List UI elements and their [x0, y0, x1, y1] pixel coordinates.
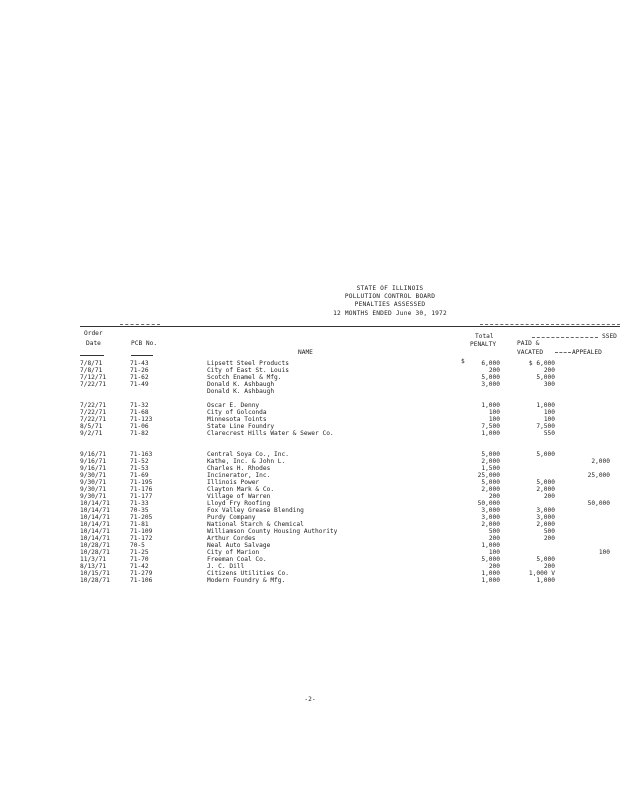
respondent-name: Lipsett Steel Products [207, 360, 289, 367]
paid-vacated: $ 6,000 [528, 360, 555, 367]
order-date: 10/28/71 [80, 542, 110, 549]
pcb-number: 71-32 [130, 402, 149, 409]
order-date: 7/22/71 [80, 381, 107, 388]
col-order-top: Order [84, 330, 103, 337]
total-penalty: 5,000 [481, 479, 500, 486]
order-date: 10/15/71 [80, 570, 110, 577]
total-penalty: 5,000 [481, 451, 500, 458]
total-penalty: 7,500 [481, 423, 500, 430]
pcb-number: 71-62 [130, 374, 149, 381]
total-penalty: 1,500 [481, 465, 500, 472]
col-appealed: APPEALED [572, 349, 602, 356]
respondent-name: City of Marion [207, 549, 260, 556]
order-date: 8/5/71 [80, 423, 103, 430]
paid-vacated: 5,000 [536, 556, 555, 563]
respondent-name: Donald K. Ashbaugh [207, 381, 275, 388]
total-penalty: 1,000 [481, 542, 500, 549]
respondent-name: City of Golconda [207, 409, 267, 416]
order-date: 7/22/71 [80, 416, 107, 423]
total-penalty: 6,000 [481, 360, 500, 367]
paid-vacated: 500 [543, 528, 555, 535]
table-row [0, 507, 621, 514]
table-row [0, 402, 621, 409]
paid-vacated: 3,000 [536, 514, 555, 521]
table-row [0, 423, 621, 430]
pcb-number: 71-26 [130, 367, 149, 374]
table-row [0, 528, 621, 535]
table-row [0, 535, 621, 542]
paid-vacated: 7,500 [536, 423, 555, 430]
respondent-name: Donald K. Ashbaugh [207, 388, 275, 395]
table-row [0, 458, 621, 465]
paid-vacated: 1,000 [536, 577, 555, 584]
order-date: 10/14/71 [80, 507, 110, 514]
respondent-name: Citizens Utilities Co. [207, 570, 289, 577]
table-row [0, 556, 621, 563]
total-penalty: 200 [488, 563, 500, 570]
col-name: NAME [298, 349, 313, 356]
table-row [0, 500, 621, 507]
pcb-number: 71-43 [130, 360, 149, 367]
order-date: 9/2/71 [80, 430, 103, 437]
order-date: 8/13/71 [80, 563, 107, 570]
respondent-name: City of East St. Louis [207, 367, 289, 374]
col-order-bottom: Date [86, 340, 101, 347]
respondent-name: Kathe, Inc. & John L. [207, 458, 286, 465]
order-date: 7/12/71 [80, 374, 107, 381]
table-row [0, 360, 621, 367]
table-row [0, 388, 621, 395]
pcb-number: 71-172 [130, 535, 153, 542]
respondent-name: Charles H. Rhodes [207, 465, 271, 472]
respondent-name: Central Soya Co., Inc. [207, 451, 289, 458]
appealed-amount: 25,000 [587, 472, 610, 479]
order-date: 7/22/71 [80, 409, 107, 416]
respondent-name: Neal Auto Salvage [207, 542, 271, 549]
heading-period: 12 MONTHS ENDED June 30, 1972 [333, 309, 447, 317]
respondent-name: Fox Valley Grease Blending [207, 507, 304, 514]
col-paid-bottom: VACATED [517, 349, 544, 356]
total-penalty: 2,000 [481, 486, 500, 493]
table-row [0, 465, 621, 472]
pcb-number: 71-109 [130, 528, 153, 535]
order-date: 10/28/71 [80, 577, 110, 584]
table-row [0, 521, 621, 528]
total-penalty: 3,000 [481, 514, 500, 521]
order-date: 7/8/71 [80, 367, 103, 374]
heading-board: POLLUTION CONTROL BOARD [344, 293, 436, 301]
paid-vacated: 3,000 [536, 507, 555, 514]
pcb-number: 71-06 [130, 423, 149, 430]
table-row [0, 472, 621, 479]
pcb-number: 71-53 [130, 465, 149, 472]
col-order-underline [80, 355, 104, 356]
order-date: 10/14/71 [80, 521, 110, 528]
respondent-name: Clarecrest Hills Water & Sewer Co. [207, 430, 334, 437]
paid-vacated: 550 [543, 430, 555, 437]
pcb-number: 71-33 [130, 500, 149, 507]
paid-vacated: 300 [543, 381, 555, 388]
order-date: 9/30/71 [80, 493, 107, 500]
heading-title: PENALTIES ASSESSED [354, 301, 426, 309]
total-penalty: 200 [488, 535, 500, 542]
col-appealed-dash [555, 352, 571, 353]
total-penalty: 1,000 [481, 430, 500, 437]
pcb-number: 71-52 [130, 458, 149, 465]
appealed-amount: 2,000 [591, 458, 610, 465]
pcb-number: 71-195 [130, 479, 153, 486]
total-penalty: 1,000 [481, 577, 500, 584]
paid-vacated: 1,000 [536, 402, 555, 409]
respondent-name: Modern Foundry & Mfg. [207, 577, 286, 584]
respondent-name: Freeman Coal Co. [207, 556, 267, 563]
header-top-rule [80, 326, 620, 327]
respondent-name: Minnesota Toints [207, 416, 267, 423]
table-row [0, 570, 621, 577]
heading-state: STATE OF ILLINOIS [356, 285, 424, 292]
order-date: 9/30/71 [80, 472, 107, 479]
total-penalty: 5,000 [481, 374, 500, 381]
respondent-name: Lloyd Fry Roofing [207, 500, 271, 507]
pcb-number: 71-82 [130, 430, 149, 437]
table-row [0, 367, 621, 374]
order-date: 7/8/71 [80, 360, 103, 367]
col-ssed: SSED [602, 333, 617, 340]
total-penalty: 100 [488, 416, 500, 423]
respondent-name: Williamson County Housing Authority [207, 528, 338, 535]
order-date: 11/3/71 [80, 556, 107, 563]
respondent-name: Village of Warren [207, 493, 271, 500]
table-row [0, 409, 621, 416]
table-row [0, 486, 621, 493]
total-penalty: 2,000 [481, 458, 500, 465]
order-date: 10/28/71 [80, 549, 110, 556]
pcb-number: 71-69 [130, 472, 149, 479]
total-penalty: 3,000 [481, 507, 500, 514]
respondent-name: Scotch Enamel & Mfg. [207, 374, 282, 381]
respondent-name: Clayton Mark & Co. [207, 486, 275, 493]
respondent-name: State Line Foundry [207, 423, 275, 430]
respondent-name: J. C. Dill [207, 563, 245, 570]
total-penalty: 5,000 [481, 556, 500, 563]
paid-vacated: 5,000 [536, 479, 555, 486]
respondent-name: Illinois Power [207, 479, 260, 486]
respondent-name: Incinerator, Inc. [207, 472, 271, 479]
table-row [0, 430, 621, 437]
total-penalty: 500 [488, 528, 500, 535]
total-penalty: 3,000 [481, 381, 500, 388]
order-date: 9/16/71 [80, 458, 107, 465]
pcb-number: 70-35 [130, 507, 149, 514]
col-total-top: Total [475, 333, 494, 340]
paid-vacated: 5,000 [536, 374, 555, 381]
table-row [0, 542, 621, 549]
header-top-dash-right [480, 324, 620, 325]
respondent-name: Oscar E. Denny [207, 402, 260, 409]
respondent-name: National Starch & Chemical [207, 521, 304, 528]
col-paid-dash [532, 337, 598, 338]
paid-vacated: 200 [543, 493, 555, 500]
report-heading [300, 285, 480, 318]
table-row [0, 451, 621, 458]
appealed-amount: 50,000 [587, 500, 610, 507]
pcb-number: 71-106 [130, 577, 153, 584]
table-row [0, 577, 621, 584]
col-total-bottom: PENALTY [470, 341, 497, 348]
respondent-name: Purdy Company [207, 514, 256, 521]
paid-vacated: 200 [543, 367, 555, 374]
total-penalty: 1,000 [481, 570, 500, 577]
total-penalty: 2,000 [481, 521, 500, 528]
pcb-number: 71-25 [130, 549, 149, 556]
order-date: 9/30/71 [80, 486, 107, 493]
order-date: 9/16/71 [80, 451, 107, 458]
pcb-number: 71-123 [130, 416, 153, 423]
pcb-number: 71-68 [130, 409, 149, 416]
pcb-number: 71-42 [130, 563, 149, 570]
table-row [0, 374, 621, 381]
total-penalty: 100 [488, 549, 500, 556]
order-date: 10/14/71 [80, 535, 110, 542]
order-date: 9/30/71 [80, 479, 107, 486]
paid-vacated: 200 [543, 563, 555, 570]
respondent-name: Arthur Cordes [207, 535, 256, 542]
table-row [0, 479, 621, 486]
pcb-number: 71-70 [130, 556, 149, 563]
total-penalty: 1,000 [481, 402, 500, 409]
pcb-number: 71-177 [130, 493, 153, 500]
appealed-amount: 100 [598, 549, 610, 556]
total-penalty: 50,000 [477, 500, 500, 507]
pcb-number: 71-205 [130, 514, 153, 521]
order-date: 10/14/71 [80, 500, 110, 507]
order-date: 10/14/71 [80, 528, 110, 535]
table-row [0, 563, 621, 570]
paid-vacated: 100 [543, 416, 555, 423]
pcb-number: 71-176 [130, 486, 153, 493]
table-row [0, 444, 621, 451]
total-penalty: 200 [488, 493, 500, 500]
col-paid-top: PAID & [517, 340, 540, 347]
table-row [0, 514, 621, 521]
pcb-number: 71-81 [130, 521, 149, 528]
col-pcb-underline [131, 355, 153, 356]
page-number: -2- [304, 696, 316, 703]
total-penalty: 100 [488, 409, 500, 416]
total-penalty: 200 [488, 367, 500, 374]
paid-vacated: 5,000 [536, 451, 555, 458]
pcb-number: 71-279 [130, 570, 153, 577]
table-row [0, 493, 621, 500]
order-date: 9/16/71 [80, 465, 107, 472]
paid-vacated: 100 [543, 409, 555, 416]
header-top-dash-left [120, 324, 160, 325]
col-pcb: PCB No. [131, 340, 158, 347]
table-row [0, 549, 621, 556]
table-row [0, 416, 621, 423]
pcb-number: 70-5 [130, 542, 145, 549]
table-row [0, 381, 621, 388]
total-penalty: 25,000 [477, 472, 500, 479]
order-date: 7/22/71 [80, 402, 107, 409]
pcb-number: 71-49 [130, 381, 149, 388]
order-date: 10/14/71 [80, 514, 110, 521]
pcb-number: 71-163 [130, 451, 153, 458]
dollar-sign: $ [461, 358, 465, 365]
paid-vacated: 200 [543, 535, 555, 542]
paid-vacated: 1,000 V [528, 570, 555, 577]
paid-vacated: 2,000 [536, 521, 555, 528]
paid-vacated: 2,000 [536, 486, 555, 493]
